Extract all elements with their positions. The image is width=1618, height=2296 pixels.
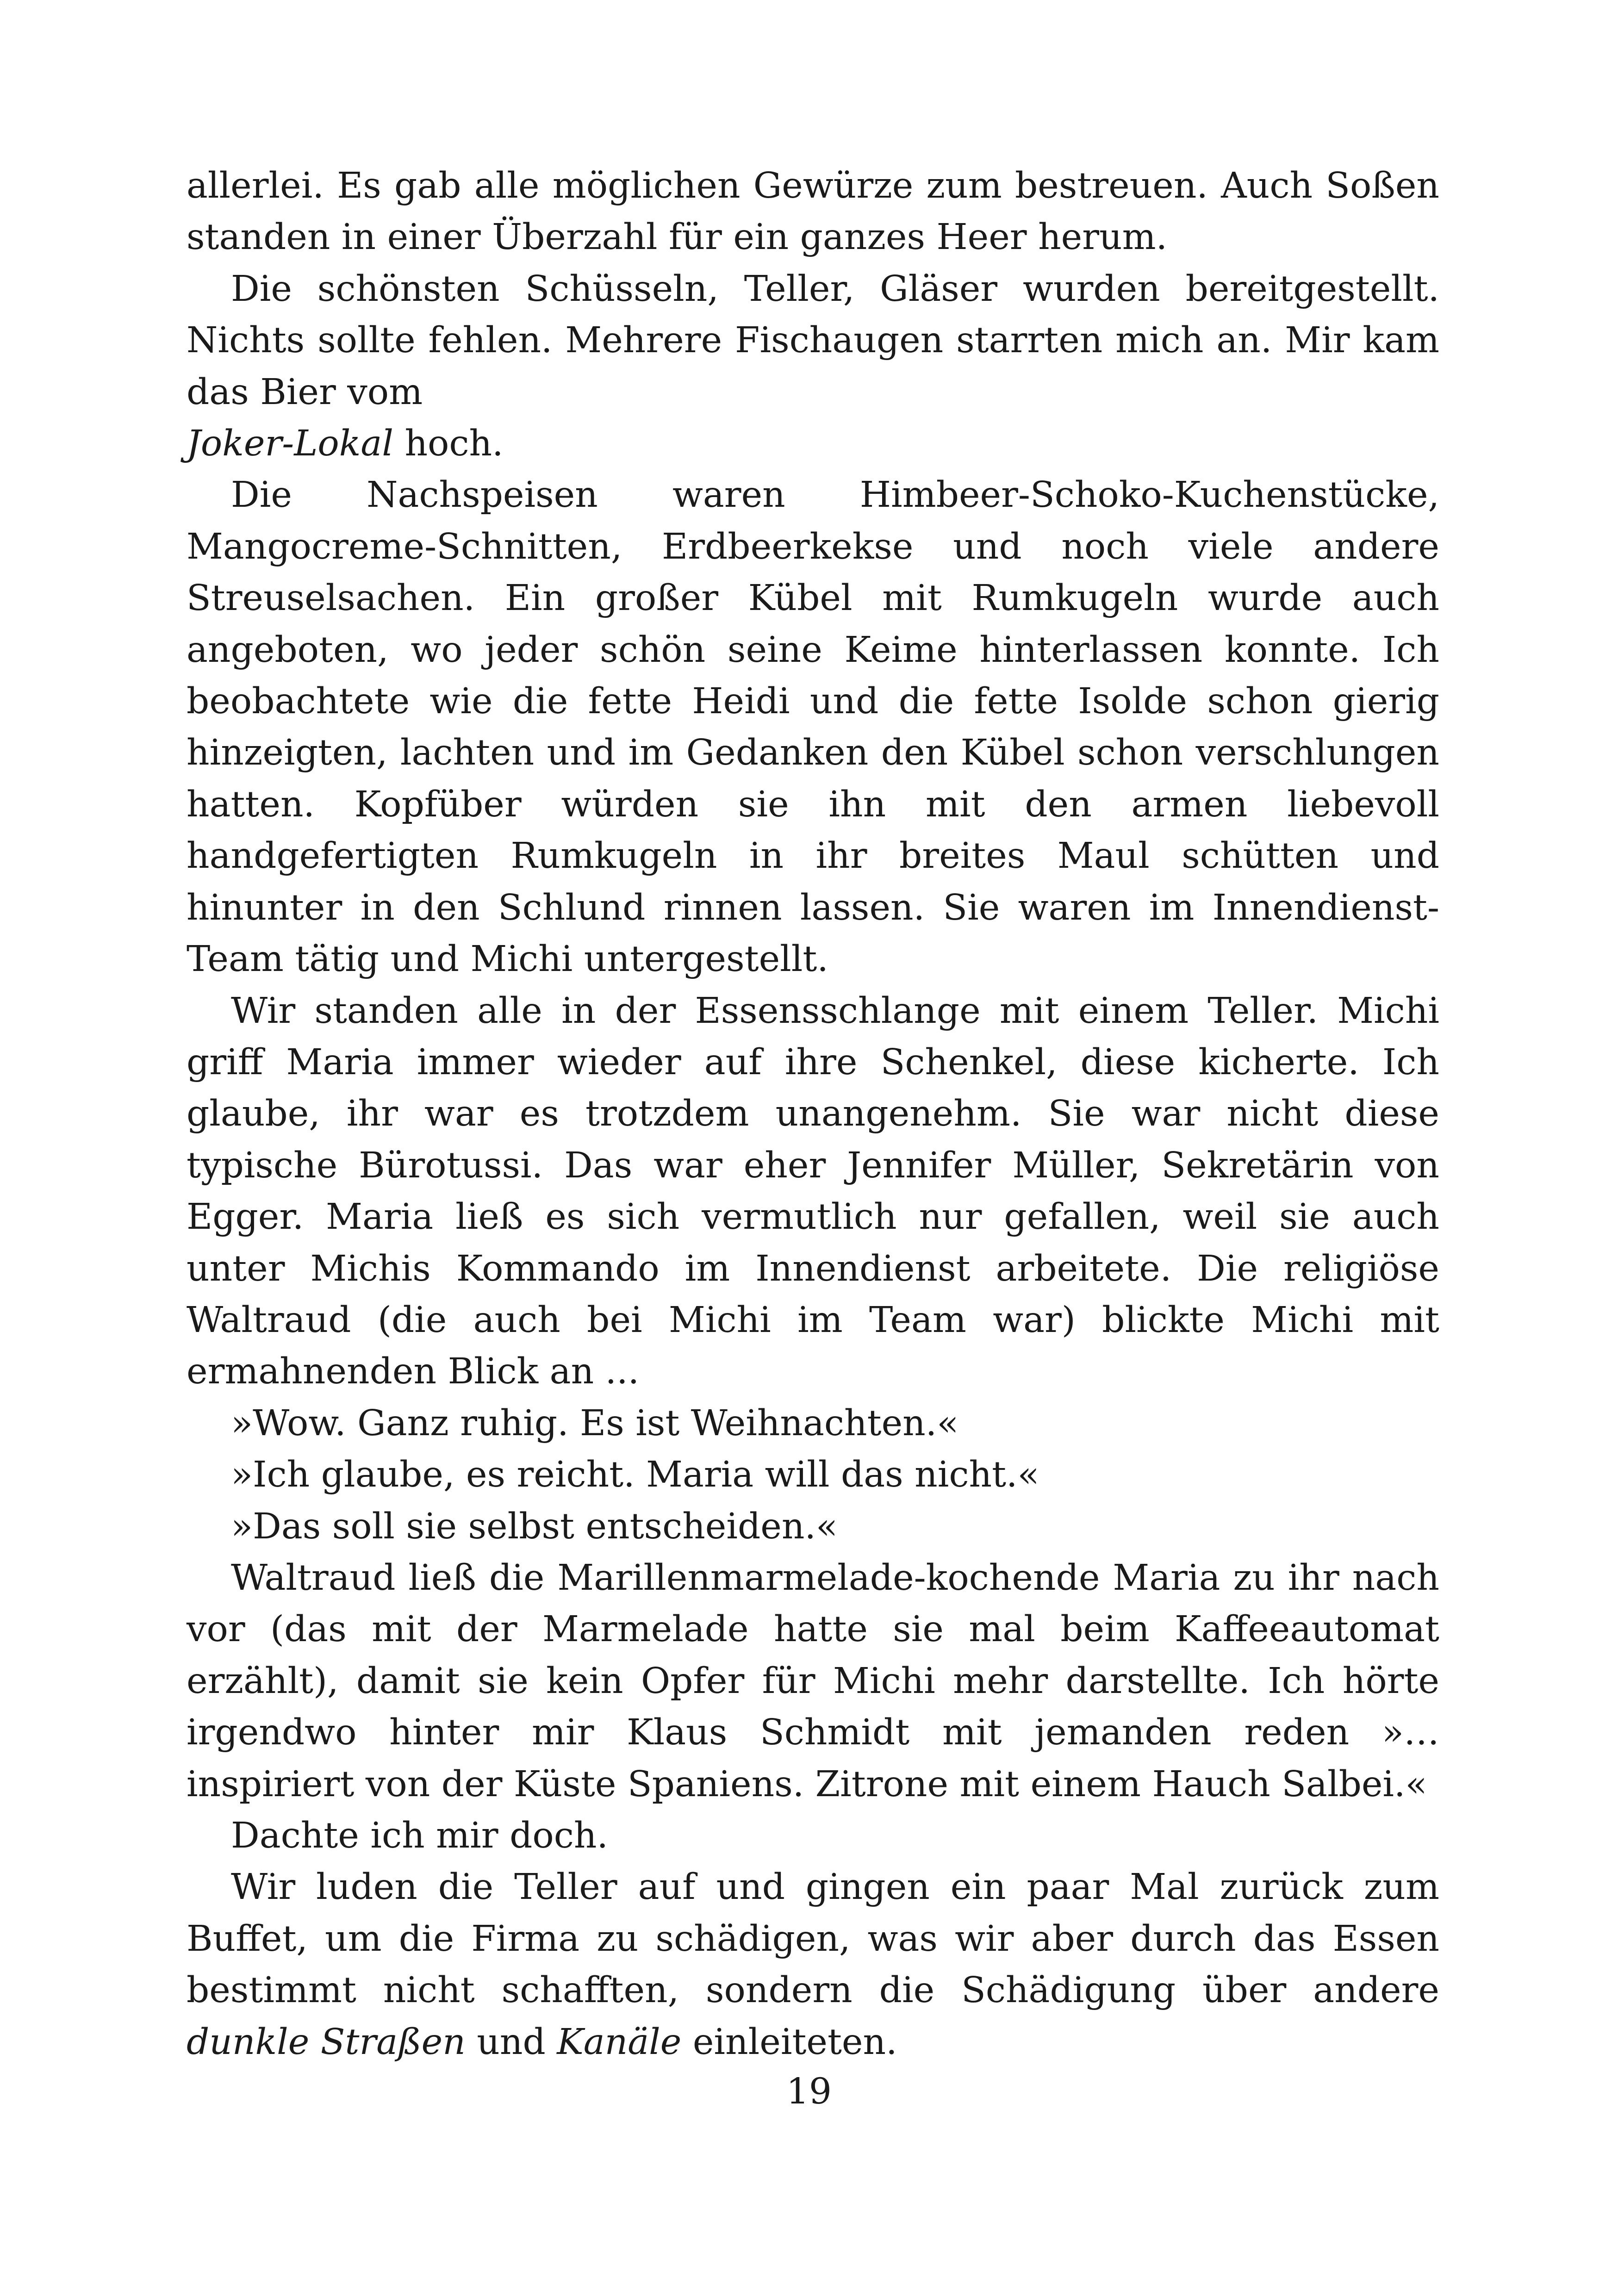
page-number: 19 (786, 2071, 832, 2112)
paragraph-2 (187, 263, 1439, 470)
dialogue-line-1: »Wow. Ganz ruhig. Es ist Weihnachten.« (231, 1402, 959, 1444)
dialogue-line-3: »Das soll sie selbst entscheiden.« (231, 1506, 838, 1547)
dialogue-line-2: »Ich glaube, es reicht. Maria will das nicht.« (231, 1454, 1039, 1496)
paragraph-4: Wir standen alle in der Essensschlange mit einem Teller. Michi griff Maria immer wieder auf ihre Schenkel, diese kicherte. Ich glaube, ihr war es trotzdem unangenehm. Sie war nicht diese typische Bürotussi. Das war eher Jennifer Müller, Sekretärin von Egger. Maria ließ es sich vermutlich nur gefallen, weil sie auch unter Michis Kommando im Innendienst arbeitete. Die religiöse Waltraud (die auch bei Michi im Team war) blickte Michi mit ermahnenden Blick an ... (187, 990, 1439, 1393)
paragraph-10 (187, 1861, 1439, 2068)
paragraph-2-text: Die schönsten Schüsseln, Teller, Gläser wurden bereitgestellt. Nichts sollte fehlen. Mehrere Fischaugen starrten mich an. Mir kam das Bier vom (187, 268, 1439, 413)
paragraph-10-mid: und (465, 2021, 557, 2063)
paragraph-3: Die Nachspeisen waren Himbeer-Schoko-Kuchenstücke, Mangocreme-Schnitten, Erdbeerkekse und noch viele andere Streuselsachen. Ein großer Kübel mit Rumkugeln wurde auch angeboten, wo jeder schön seine Keime hinterlassen konnte. Ich beobachtete wie die fette Heidi und die fette Isolde schon gierig hinzeigten, lachten und im Gedanken den Kübel schon verschlungen hatten. Kopfüber würden sie ihn mit den armen liebevoll handgefertigten Rumkugeln in ihr breites Maul schütten und hinunter in den Schlund rinnen lassen. Sie waren im Innendienst-Team tätig und Michi untergestellt. (187, 474, 1439, 980)
venue-name-italic: Joker-Lokal (187, 423, 393, 465)
paragraph-9: Dachte ich mir doch. (231, 1815, 608, 1856)
paragraph-2-end: hoch. (393, 423, 504, 465)
paragraph-8: Waltraud ließ die Marillenmarmelade-kochende Maria zu ihr nach vor (das mit der Marmelade hatte sie mal beim Kaffeeautomat erzählt), damit sie kein Opfer für Michi mehr darstellte. Ich hörte irgendwo hinter mir Klaus Schmidt mit jemanden reden »… inspiriert von der Küste Spaniens. Zitrone mit einem Hauch Salbei.« (187, 1557, 1439, 1805)
paragraph-1: allerlei. Es gab alle möglichen Gewürze zum bestreuen. Auch Soßen standen in einer Überzahl für ein ganzes Heer herum. (187, 165, 1439, 258)
body-text (187, 160, 1439, 2068)
paragraph-10-text: Wir luden die Teller auf und gingen ein paar Mal zurück zum Buffet, um die Firma zu schädigen, was wir aber durch das Essen bestimmt nicht schafften, sondern die Schädigung über andere (187, 1867, 1439, 2011)
paragraph-10-end: einleiteten. (681, 2021, 897, 2063)
dark-streets-italic: dunkle Straßen (187, 2021, 466, 2063)
channels-italic: Kanäle (557, 2021, 682, 2063)
